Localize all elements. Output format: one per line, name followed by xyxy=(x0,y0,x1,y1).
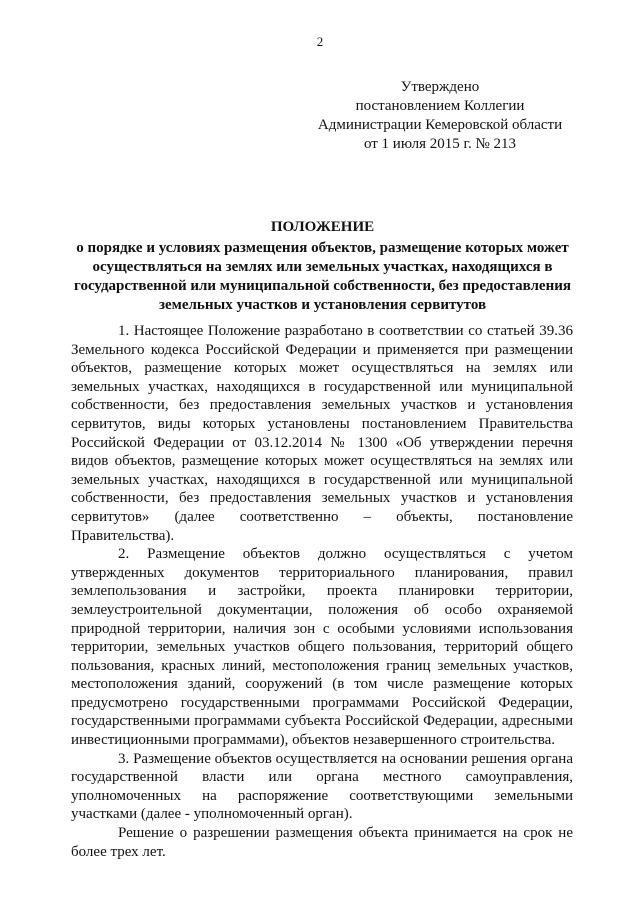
approval-line-2: постановлением Коллегии xyxy=(355,98,525,114)
paragraph-3: 3. Размещение объектов осуществляется на основании решения органа государственной власти или органа местного самоуправления, уполномоченных на распоряжение соответствующими земельными участками (далее - уполномоченный орган). xyxy=(71,750,573,823)
approval-line-4: от 1 июля 2015 г. № 213 xyxy=(363,136,517,152)
page-number: 2 xyxy=(316,34,324,49)
paragraph-1: 1. Настоящее Положение разработано в соответствии со статьей 39.36 Земельного кодекса Российской Федерации и применяется при размещении объектов, размещение которых может осуществляться на землях или земельных участках, находящихся в государственной или муниципальной собственности, без предоставления земельных участков и установления сервитутов, виды которых установлены постановлением Правительства Российской Федерации от 03.12.2014 № 1300 «Об утверждении перечня видов объектов, размещение которых может осуществляться на землях или земельных участках, находящихся в государственной или муниципальной собственности, без предоставления земельных участков и установления сервитутов» (далее соответственно – объекты, постановление Правительства). xyxy=(71,323,573,544)
approval-line-3: Администрации Кемеровской области xyxy=(317,117,563,133)
document-subtitle: о порядке и условиях размещения объектов, размещение которых может осуществляться на землях или земельных участках, находящихся в государственной или муниципальной собственности, без предоставления земельных участков и установления сервитутов xyxy=(74,240,571,313)
document-heading xyxy=(70,218,575,315)
document-title: ПОЛОЖЕНИЕ xyxy=(270,219,375,235)
paragraph-2: 2. Размещение объектов должно осуществляться с учетом утвержденных документов территориального планирования, правил землепользования и застройки, проекта планировки территории, землеустроительной документации, положения об особо охраняемой природной территории, наличия зон с особыми условиями использования территории, земельных участков общего пользования, территорий общего пользования, красных линий, местоположения границ земельных участков, местоположения зданий, сооружений (в том числе размещение которых предусмотрено государственными программами Российской Федерации, государственными программами субъекта Российской Федерации, адресными инвестиционными программами), объектов незавершенного строительства. xyxy=(71,546,573,749)
approval-block xyxy=(300,78,580,154)
paragraph-4: Решение о разрешении размещения объекта принимается на срок не более трех лет. xyxy=(71,825,573,860)
approval-line-1: Утверждено xyxy=(400,79,480,95)
document-body xyxy=(71,322,573,861)
